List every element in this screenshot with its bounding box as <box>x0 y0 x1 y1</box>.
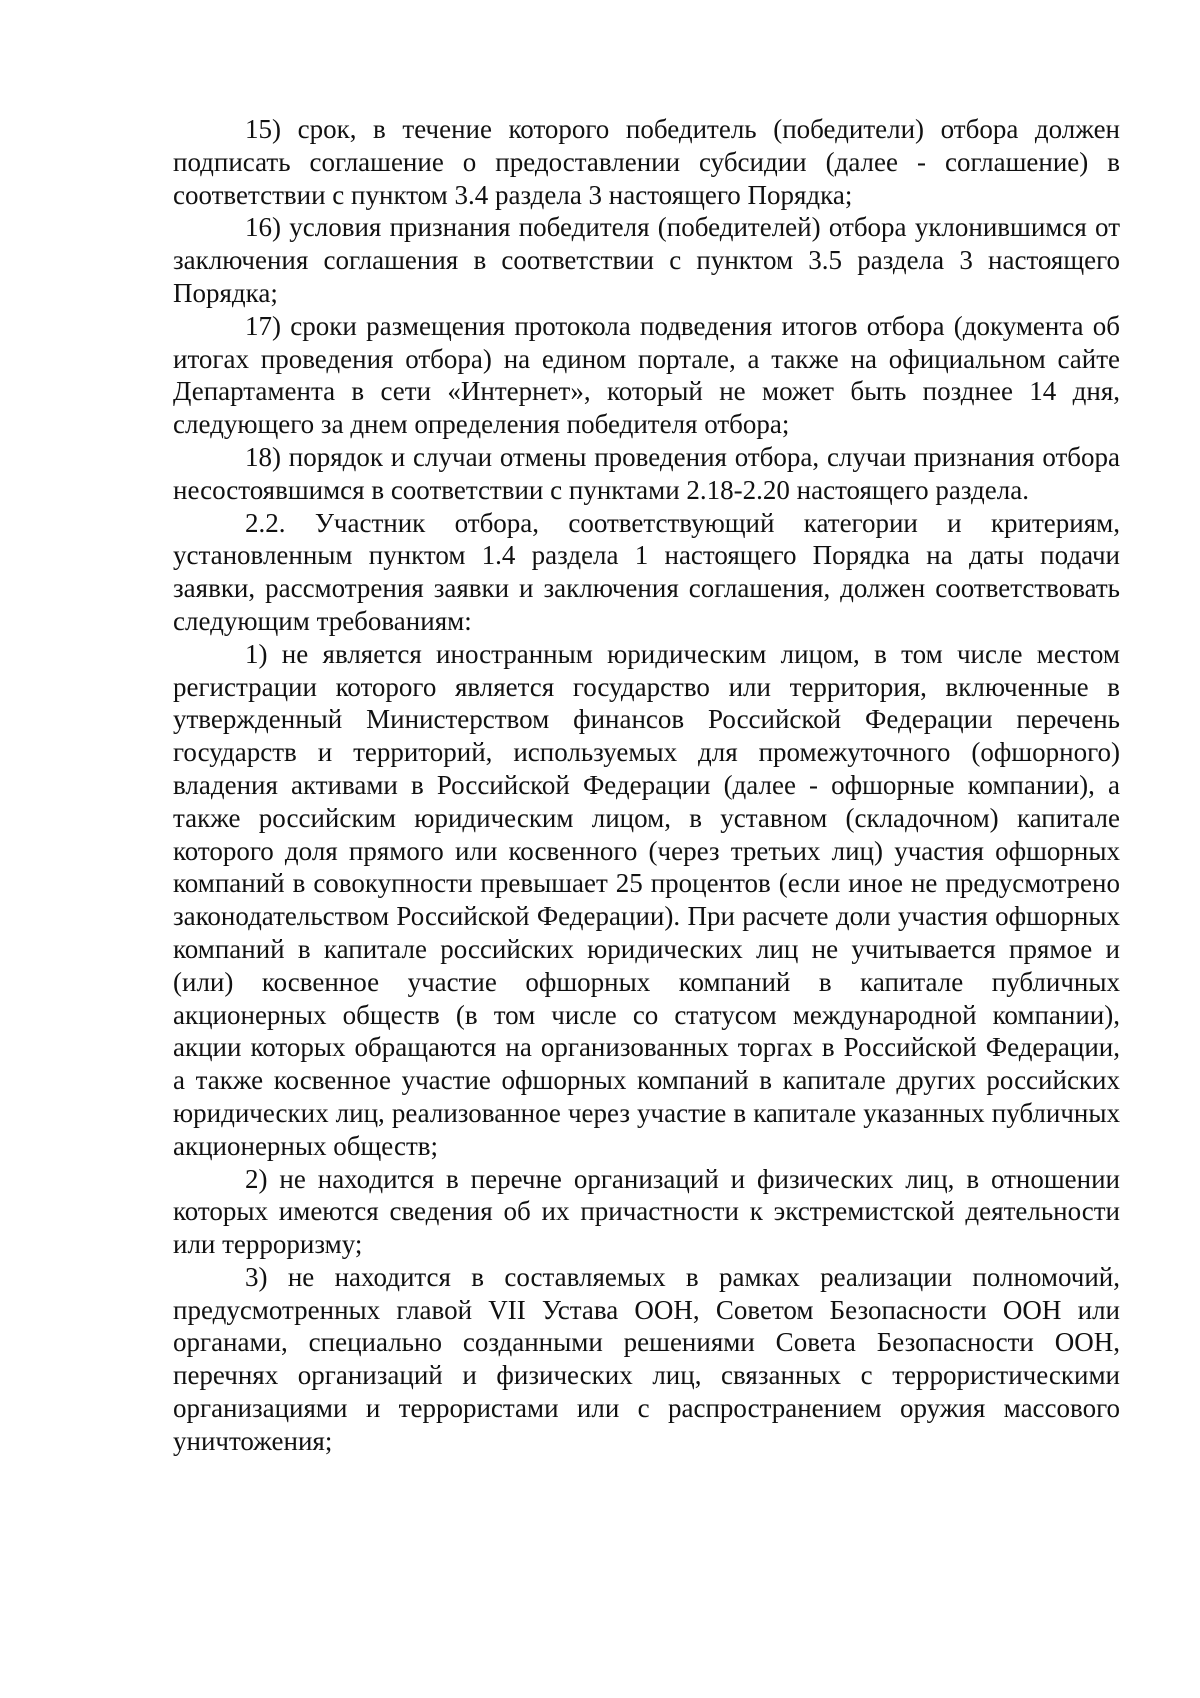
paragraph-item-16: 16) условия признания победителя (победителей) отбора уклонившимся от заключения соглашения в соответствии с пунктом 3.5 раздела 3 настоящего Порядка; <box>173 212 1120 308</box>
paragraph-section-2-2: 2.2. Участник отбора, соответствующий категории и критериям, установленным пунктом 1.4 раздела 1 настоящего Порядка на даты подачи заявки, рассмотрения заявки и заключения соглашения, должен соответствовать следующим требованиям: <box>173 507 1120 636</box>
paragraph-requirement-3: 3) не находится в составляемых в рамках реализации полномочий, предусмотренных главой VII Устава ООН, Советом Безопасности ООН или органами, специально созданными решениями Совета Безопасности ООН, перечнях организаций и физических лиц, связанных с террористическими организациями и террористами или с распространением оружия массового уничтожения; <box>173 1261 1120 1456</box>
paragraph-item-15: 15) срок, в течение которого победитель (победители) отбора должен подписать соглашение о предоставлении субсидии (далее - соглашение) в соответствии с пунктом 3.4 раздела 3 настоящего Порядка; <box>173 114 1120 210</box>
paragraph-requirement-2: 2) не находится в перечне организаций и физических лиц, в отношении которых имеются сведения об их причастности к экстремистской деятельности или терроризму; <box>173 1163 1120 1260</box>
paragraph-item-17: 17) сроки размещения протокола подведения итогов отбора (документа об итогах проведения отбора) на едином портале, а также на официальном сайте Департамента в сети «Интернет», который не может быть позднее 14 дня, следующего за днем определения победителя отбора; <box>173 310 1120 440</box>
paragraph-item-18: 18) порядок и случаи отмены проведения отбора, случаи признания отбора несостоявшимся в соответствии с пунктами 2.18-2.20 настоящего раздела. <box>173 441 1120 505</box>
document-page <box>173 113 1120 1458</box>
paragraph-requirement-1: 1) не является иностранным юридическим лицом, в том числе местом регистрации которого является государство или территория, включенные в утвержденный Министерством финансов Российской Федерации перечень государств и территорий, используемых для промежуточного (офшорного) владения активами в Российской Федерации (далее - офшорные компании), а также российским юридическим лицом, в уставном (складочном) капитале которого доля прямого или косвенного (через третьих лиц) участия офшорных компаний в совокупности превышает 25 процентов (если иное не предусмотрено законодательством Российской Федерации). При расчете доли участия офшорных компаний в капитале российских юридических лиц не учитывается прямое и (или) косвенное участие офшорных компаний в капитале публичных акционерных обществ (в том числе со статусом международной компании), акции которых обращаются на организованных торгах в Российской Федерации, а также косвенное участие офшорных компаний в капитале других российских юридических лиц, реализованное через участие в капитале указанных публичных акционерных обществ; <box>173 638 1120 1161</box>
